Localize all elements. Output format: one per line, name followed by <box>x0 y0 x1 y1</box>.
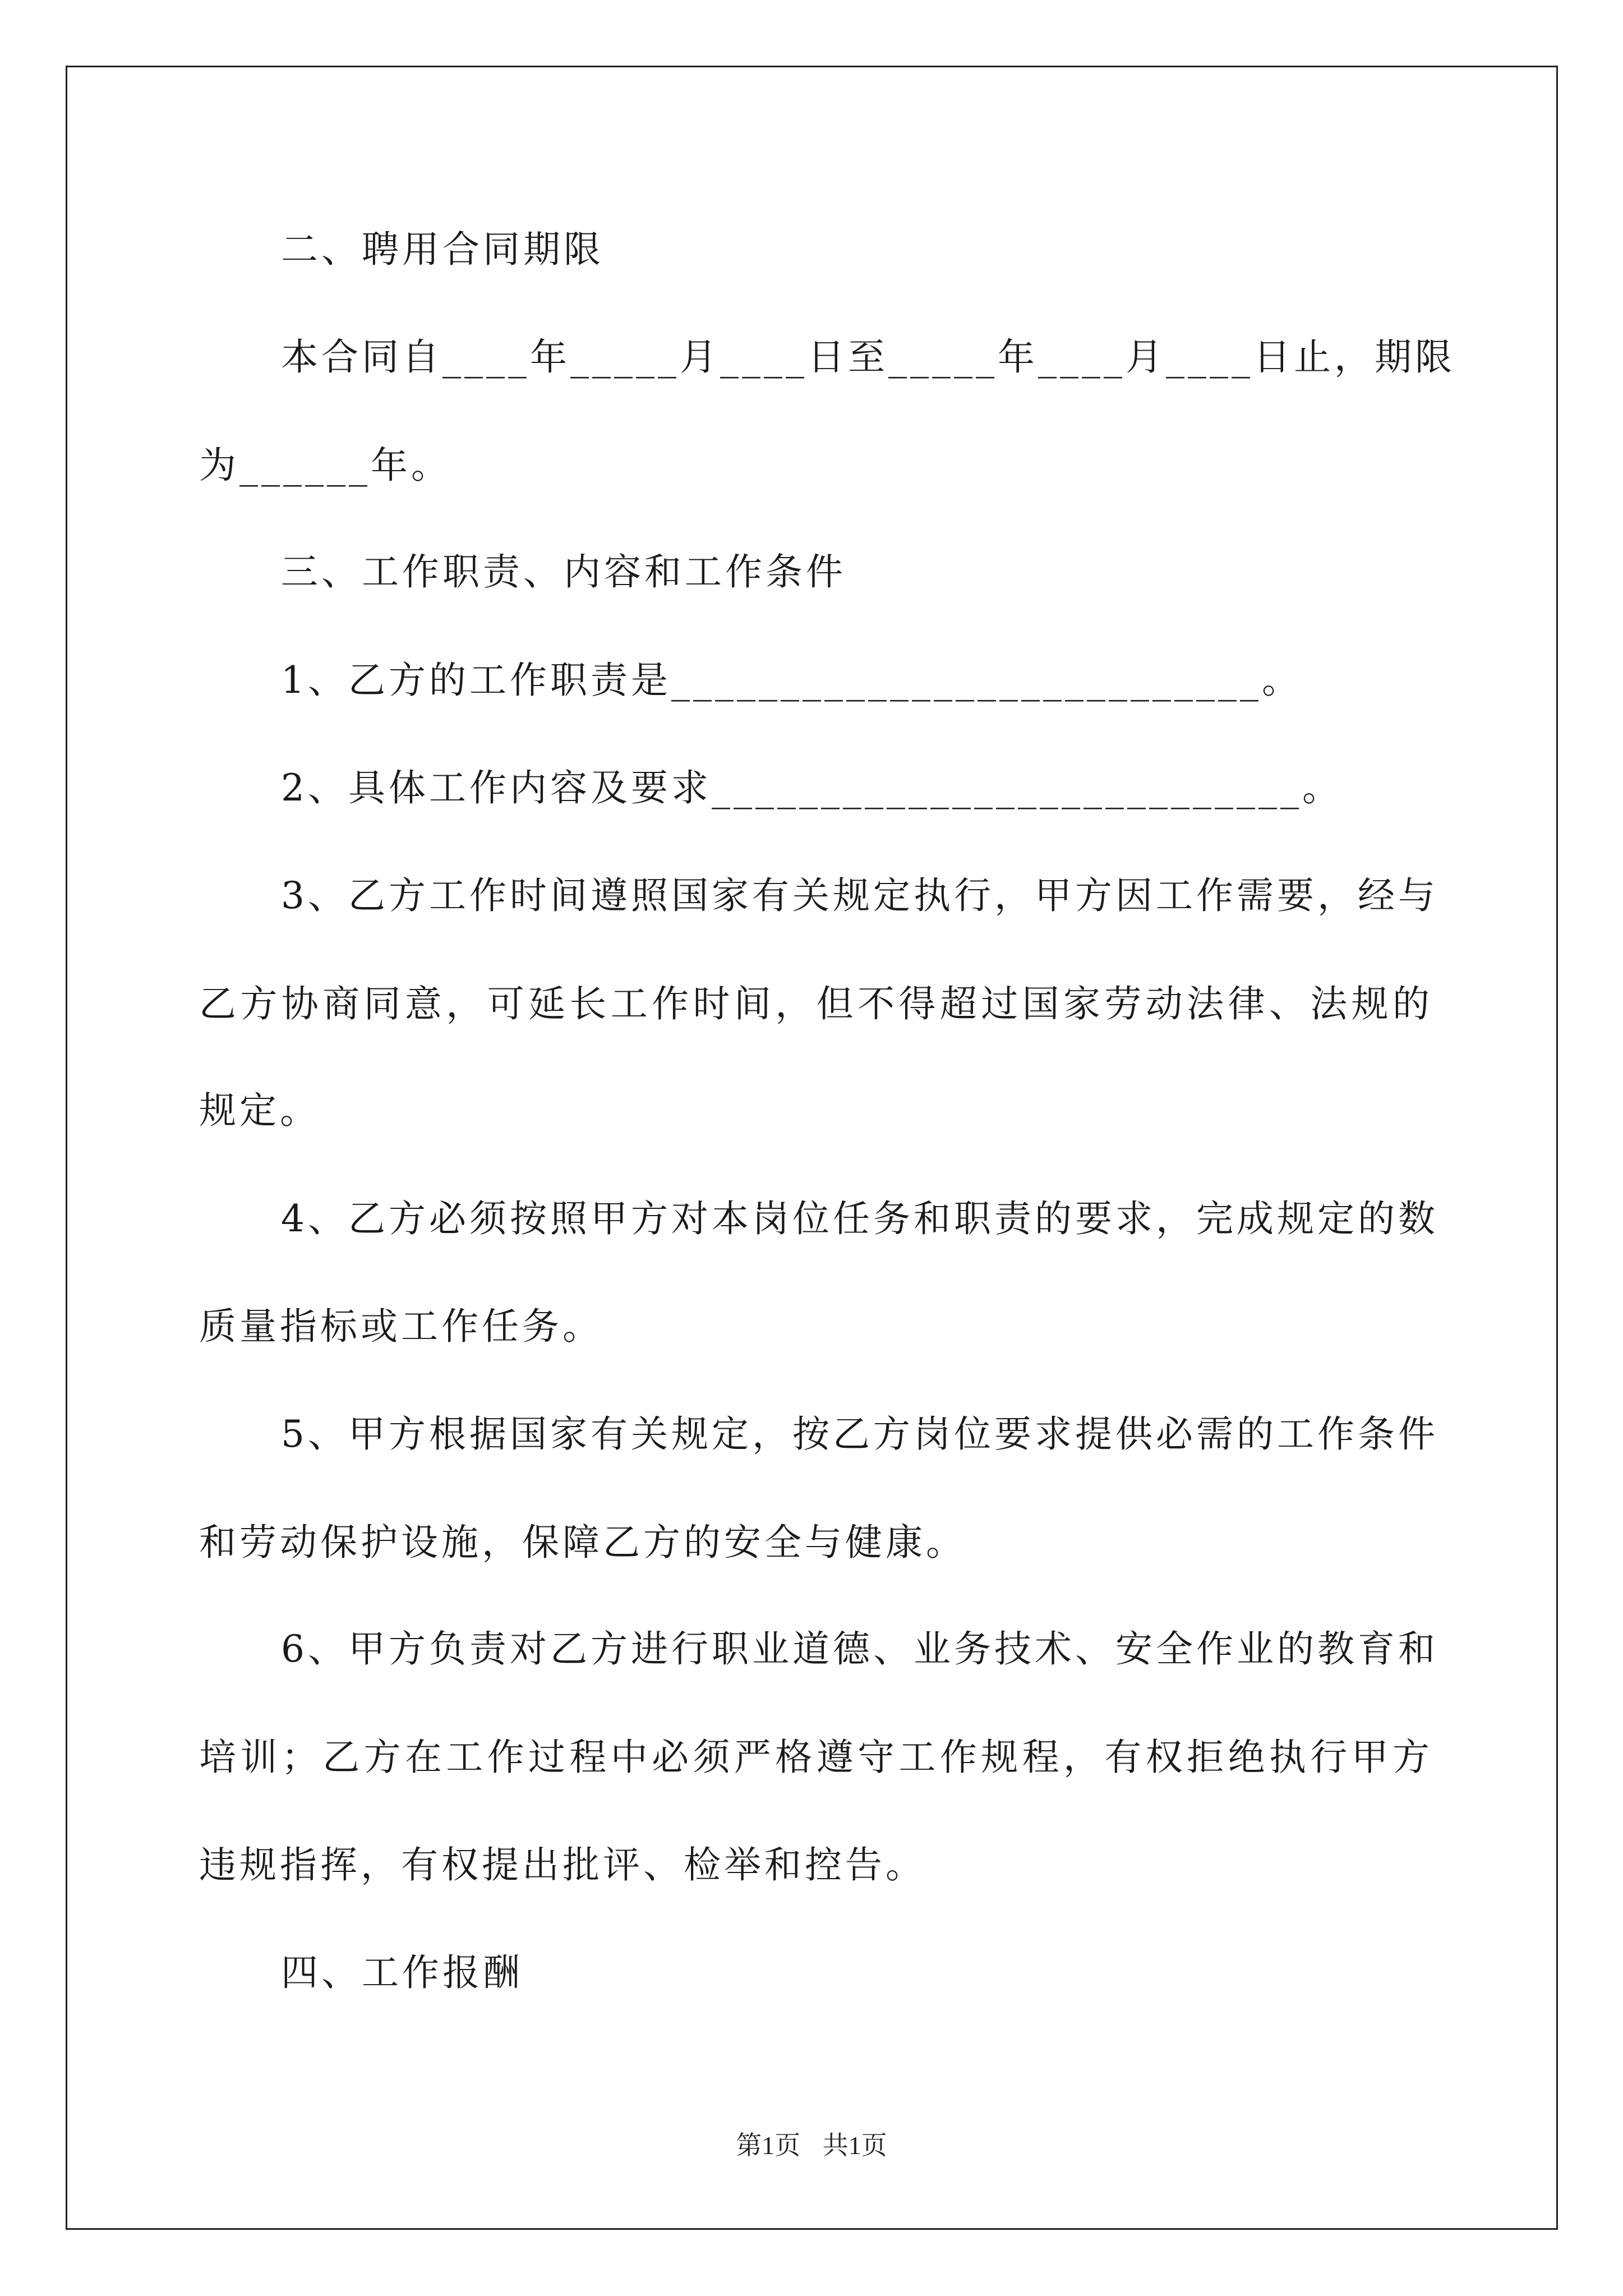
paragraph-line: 3、乙方工作时间遵照国家有关规定执行，甲方因工作需要，经与 <box>281 874 1438 917</box>
paragraph-line: 质量指标或工作任务。 <box>199 1305 603 1348</box>
page-number-current: 第1页 <box>736 2131 801 2160</box>
paragraph-line: 本合同自____年_____月____日至_____年____月____日止，期限 <box>281 335 1455 379</box>
section-heading-duties: 三、工作职责、内容和工作条件 <box>281 550 846 593</box>
page-number-total: 共1页 <box>822 2131 887 2160</box>
paragraph-line: 乙方协商同意，可延长工作时间，但不得超过国家劳动法律、法规的 <box>199 982 1433 1025</box>
paragraph-line: 2、具体工作内容及要求___________________________。 <box>281 766 1343 809</box>
paragraph-line: 1、乙方的工作职责是___________________________。 <box>281 659 1302 702</box>
paragraph-line: 培训；乙方在工作过程中必须严格遵守工作规程，有权拒绝执行甲方 <box>199 1736 1433 1779</box>
paragraph-line: 为______年。 <box>199 444 451 487</box>
paragraph-line: 4、乙方必须按照甲方对本岗位任务和职责的要求，完成规定的数 <box>281 1197 1438 1240</box>
page-footer <box>0 2129 1623 2162</box>
paragraph-line: 6、甲方负责对乙方进行职业道德、业务技术、安全作业的教育和 <box>281 1627 1438 1671</box>
section-heading-contract-term: 二、聘用合同期限 <box>281 228 604 271</box>
section-heading-remuneration: 四、工作报酬 <box>281 1951 523 1994</box>
page-border <box>66 66 1558 2230</box>
paragraph-line: 5、甲方根据国家有关规定，按乙方岗位要求提供必需的工作条件 <box>281 1412 1438 1456</box>
paragraph-line: 和劳动保护设施，保障乙方的安全与健康。 <box>199 1521 966 1564</box>
paragraph-line: 违规指挥，有权提出批评、检举和控告。 <box>199 1843 926 1887</box>
paragraph-line: 规定。 <box>199 1089 320 1132</box>
